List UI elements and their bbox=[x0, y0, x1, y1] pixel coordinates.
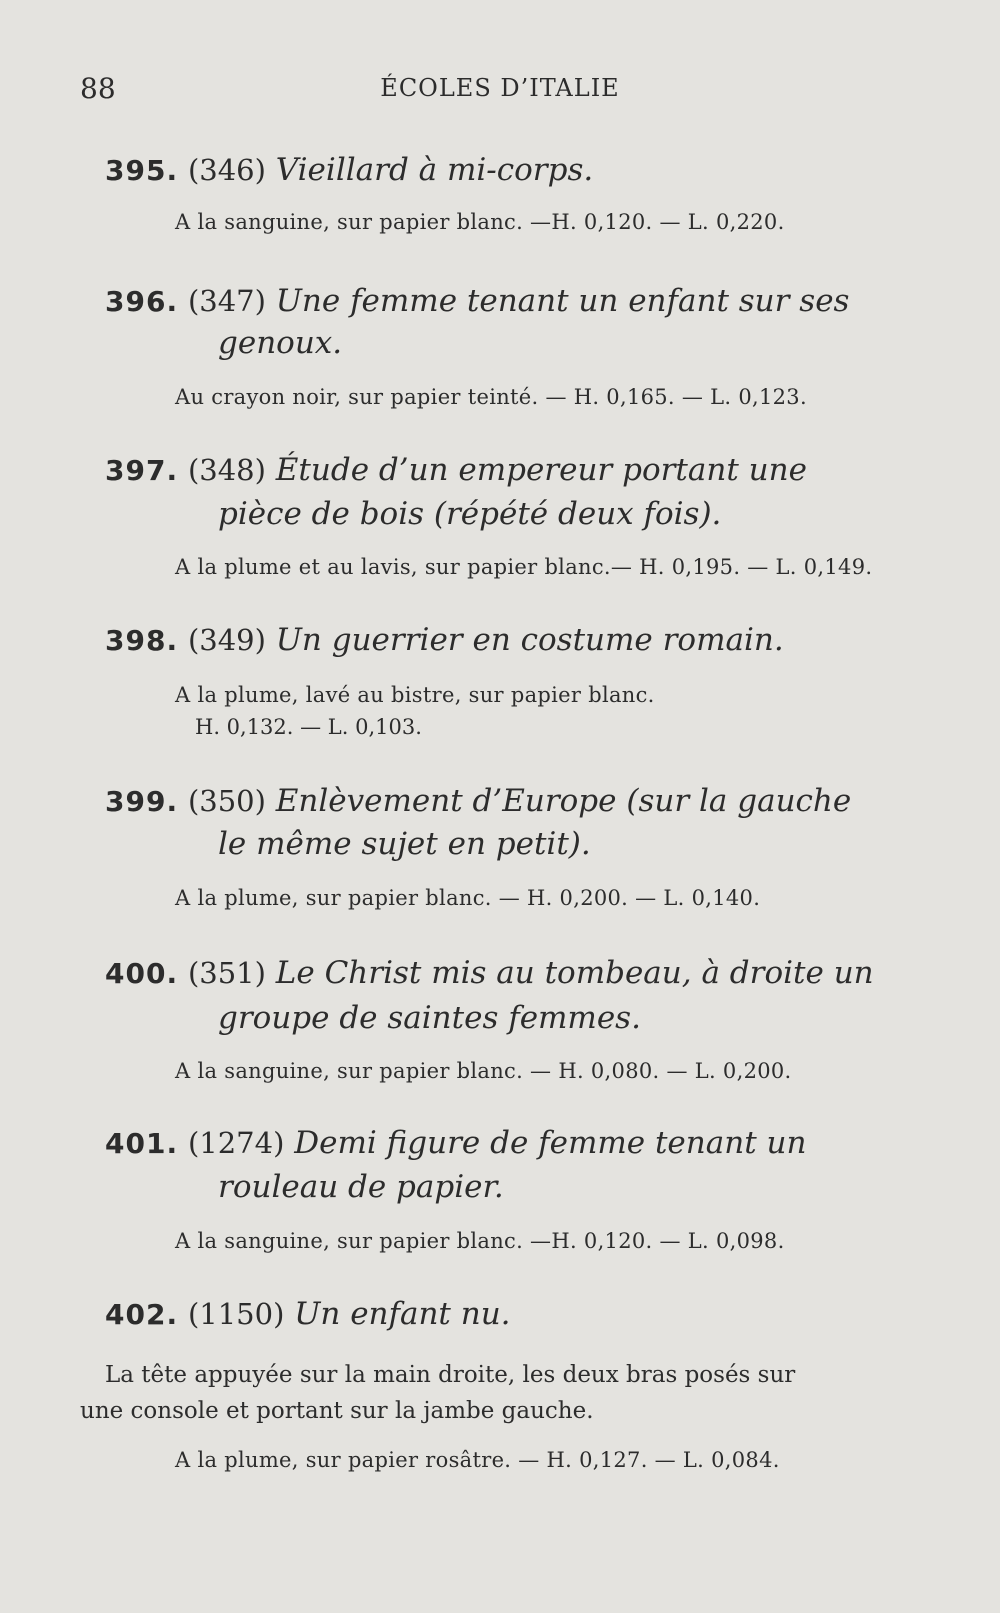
entry-reference: (346) bbox=[187, 153, 266, 187]
entry-title-line bbox=[105, 783, 851, 819]
entry-description: A la plume, sur papier rosâtre. — H. 0,127. — L. 0,084. bbox=[175, 1448, 780, 1472]
entry-reference: (348) bbox=[187, 453, 266, 487]
entry-title-continuation: pièce de bois (répété deux fois). bbox=[218, 496, 722, 532]
entry-number: 399. bbox=[105, 785, 179, 818]
entry-title: Le Christ mis au tombeau, à droite un bbox=[275, 955, 874, 991]
entry-dimensions: H. 0,132. — L. 0,103. bbox=[195, 715, 422, 739]
page-header bbox=[0, 72, 1000, 112]
entry-title-line bbox=[105, 622, 784, 658]
entry-title: Une femme tenant un enfant sur ses bbox=[275, 283, 850, 319]
entry-number: 395. bbox=[105, 154, 179, 187]
page-number: 88 bbox=[80, 72, 116, 105]
entry-reference: (350) bbox=[187, 784, 266, 818]
entry-description: A la sanguine, sur papier blanc. —H. 0,120. — L. 0,098. bbox=[175, 1229, 785, 1253]
running-title: ÉCOLES D’ITALIE bbox=[380, 74, 620, 102]
entry-title: Demi figure de femme tenant un bbox=[294, 1125, 807, 1161]
entry-description: A la sanguine, sur papier blanc. —H. 0,120. — L. 0,220. bbox=[175, 210, 785, 234]
entry-reference: (351) bbox=[187, 956, 266, 990]
entry-body-text bbox=[80, 1357, 920, 1429]
entry-number: 397. bbox=[105, 454, 179, 487]
entry-description: A la plume, lavé au bistre, sur papier blanc. bbox=[175, 683, 655, 707]
entry-title-line bbox=[105, 1125, 806, 1161]
entry-title-continuation: le même sujet en petit). bbox=[218, 826, 591, 862]
entry-number: 402. bbox=[105, 1298, 179, 1331]
entry-title: Un guerrier en costume romain. bbox=[275, 622, 784, 658]
entry-title-line bbox=[105, 955, 874, 991]
body-line: une console et portant sur la jambe gauche. bbox=[80, 1398, 594, 1424]
entry-title-continuation: groupe de saintes femmes. bbox=[218, 1000, 641, 1036]
entry-reference: (347) bbox=[187, 284, 266, 318]
entry-title-line bbox=[105, 283, 849, 319]
entry-number: 396. bbox=[105, 285, 179, 318]
entry-title: Vieillard à mi-corps. bbox=[275, 152, 594, 188]
entry-title: Étude d’un empereur portant une bbox=[275, 452, 807, 488]
entry-title-line bbox=[105, 152, 593, 188]
entry-title: Un enfant nu. bbox=[294, 1296, 511, 1332]
entry-title-continuation: genoux. bbox=[218, 325, 343, 361]
entry-reference: (1274) bbox=[187, 1126, 285, 1160]
entry-description: Au crayon noir, sur papier teinté. — H. 0,165. — L. 0,123. bbox=[175, 385, 807, 409]
entry-number: 398. bbox=[105, 624, 179, 657]
entry-description: A la plume, sur papier blanc. — H. 0,200. — L. 0,140. bbox=[175, 886, 761, 910]
entry-title-continuation: rouleau de papier. bbox=[218, 1169, 504, 1205]
entry-title-line bbox=[105, 1296, 511, 1332]
entry-number: 400. bbox=[105, 957, 179, 990]
entry-description: A la plume et au lavis, sur papier blanc.— H. 0,195. — L. 0,149. bbox=[175, 555, 873, 579]
entry-number: 401. bbox=[105, 1127, 179, 1160]
entry-reference: (1150) bbox=[187, 1297, 285, 1331]
entry-reference: (349) bbox=[187, 623, 266, 657]
entry-title: Enlèvement d’Europe (sur la gauche bbox=[275, 783, 852, 819]
entry-title-line bbox=[105, 452, 807, 488]
body-line: La tête appuyée sur la main droite, les deux bras posés sur bbox=[105, 1362, 796, 1388]
entry-description: A la sanguine, sur papier blanc. — H. 0,080. — L. 0,200. bbox=[175, 1059, 792, 1083]
